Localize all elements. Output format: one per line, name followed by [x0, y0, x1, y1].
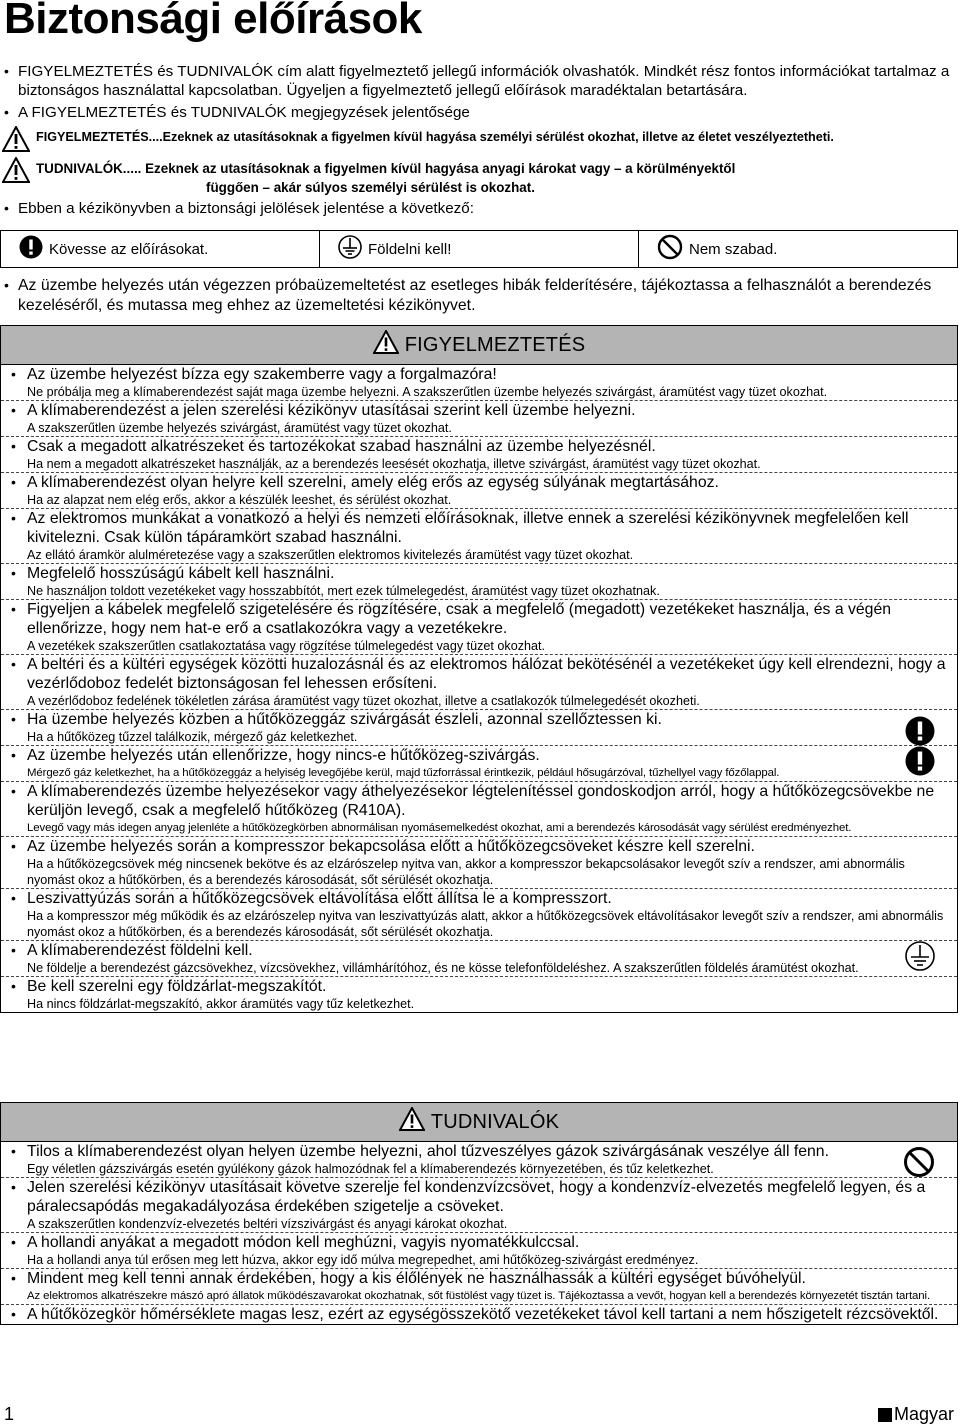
after-install-note	[0, 276, 960, 315]
warning-item-main: • Az üzembe helyezés után ellenőrizze, hogy nincs-e hűtőközeg-szivárgás.	[27, 746, 951, 765]
warning-item-main: • Csak a megadott alkatrészeket és tartozékokat szabad használni az üzembe helyezésnél.	[27, 437, 951, 456]
symbol-forbidden	[638, 231, 957, 267]
warning-item	[1, 940, 957, 976]
symbol-follow-label: Kövesse az előírásokat.	[49, 240, 209, 258]
symbol-ground-label: Földelni kell!	[368, 240, 452, 258]
caution-meaning-line	[0, 159, 960, 178]
warning-item-detail: Ha nincs földzárlat-megszakító, akkor áramütés vagy tűz keletkezhet.	[27, 997, 415, 1011]
warning-item	[1, 599, 957, 654]
caution-item-detail: Az elektromos alkatrészekre mászó apró állatok működészavarokat okozhatnak, sőt füstölést vagy tüzet is. Tájékoztassa a vevőt, hogyan kell a berendezés környezetét tisztán tartani.	[27, 1290, 931, 1302]
warning-item-detail: Ne földelje a berendezést gázcsövekhez, vízcsövekhez, villámhárítóhoz, és ne kösse telefonföldeléshez. A szakszerűtlen földelés áramütést okozhat.	[27, 961, 859, 975]
caution-header-triangle-icon	[399, 1107, 425, 1137]
warning-section-header	[1, 326, 957, 365]
warning-item	[1, 436, 957, 472]
language-text: Magyar	[893, 1404, 954, 1424]
warning-item	[1, 976, 957, 1012]
warning-item-detail: Mérgező gáz keletkezhet, ha a hűtőközeggáz a helyiség levegőjébe kerül, majd tűzforrással érintkezik, például hősugárzóval, tűzhellyel vagy főzőlappal.	[27, 767, 780, 779]
warning-item-main: • Figyeljen a kábelek megfelelő szigetelésére és rögzítésére, csak a megfelelő (megadott) vezetékeket használja, és a végén ellenőrizze, hogy nem hat-e erő a csatlakozókra vagy a vezetékekre.	[27, 600, 951, 638]
caution-item-main: • A hollandi anyákat a megadott módon kell meghúzni, vagyis nyomatékkulccsal.	[27, 1233, 951, 1252]
warning-item-detail: Ha a hűtőközegcsövek még nincsenek bekötve és az elzárószelep nyitva van, akkor a kompresszor bekapcsolásakor levegőt szív a rendszer, ami abnormális nyomást okoz a hűtőkörben, és a berendezés károsodását, sőt sérülését okozhatja.	[27, 857, 905, 887]
warning-item-main: • A klímaberendezést a jelen szerelési kézikönyv utasításai szerint kell üzembe helyezni.	[27, 401, 951, 420]
warning-item	[1, 888, 957, 940]
warning-item	[1, 654, 957, 709]
warning-item-main: • Ha üzembe helyezés közben a hűtőközeggáz szivárgását észleli, azonnal szellőztessen ki.	[27, 710, 951, 729]
caution-section-title: TUDNIVALÓK	[430, 1110, 560, 1133]
warning-item-detail: A vezetékek szakszerűtlen csatlakoztatása vagy rögzítése túlmelegedést vagy tüzet okozhat.	[27, 639, 546, 653]
caution-item	[1, 1142, 957, 1177]
caution-item	[1, 1177, 957, 1232]
caution-item-main: • Tilos a klímaberendezést olyan helyen üzembe helyezni, ahol tűzveszélyes gázok szivárgásának veszélye áll fenn.	[27, 1142, 951, 1161]
intro-section	[0, 62, 960, 218]
caution-description-cont: függően – akár súlyos személyi sérülést is okozhat.	[206, 180, 535, 195]
caution-item	[1, 1268, 957, 1304]
warning-item-main: • Az üzembe helyezés során a kompresszor bekapcsolása előtt a hűtőközegcsöveket készre kell szerelni.	[27, 837, 951, 856]
language-label	[878, 1404, 954, 1425]
warning-section	[0, 325, 958, 1013]
caution-item-main: • Mindent meg kell tenni annak érdekében, hogy a kis élőlények ne használhassák a kültéri egységet búvóhelyül.	[27, 1269, 951, 1288]
warning-description: ....Ezeknek az utasításoknak a figyelmen kívül hagyása személyi sérülést okozhat, illetve az életet veszélyeztetheti.	[148, 130, 834, 144]
warning-item-list	[1, 365, 957, 1012]
caution-item-detail: Ha a hollandi anya túl erősen meg lett húzva, akkor egy idő múlva megrepedhet, ami hűtőközeg-szivárgást eredményez.	[27, 1253, 699, 1267]
ground-icon	[338, 235, 362, 263]
exclamation-circle-icon	[19, 235, 43, 263]
caution-item-detail: Egy véletlen gázszivárgás esetén gyúlékony gázok halmozódnak fel a klímaberendezés környezetében, és tűz keletkezhet.	[27, 1162, 714, 1176]
page-number: 1	[4, 1404, 15, 1424]
warning-item-detail: Ha a hűtőközeg tűzzel találkozik, mérgező gáz keletkezhet.	[27, 730, 358, 744]
warning-item	[1, 472, 957, 508]
intro-bullet-1: • FIGYELMEZTETÉS és TUDNIVALÓK cím alatt figyelmeztető jellegű információk olvashatók. Mindkét rész fontos információkat tartalmaz a biztonságos használattal kapcsolatban. Ügyeljen a figyelmeztető jellegű előírások maradéktalan betartására.	[0, 62, 960, 100]
warning-item-detail: Ha az alapzat nem elég erős, akkor a készülék leeshet, és sérülést okozhat.	[27, 493, 452, 507]
warning-item-main: • A klímaberendezést olyan helyre kell szerelni, amely elég erős az egység súlyának megtartásához.	[27, 473, 951, 492]
warning-item	[1, 745, 957, 781]
warning-item	[1, 709, 957, 745]
caution-section	[0, 1102, 958, 1325]
exclamation-circle-icon	[905, 746, 935, 781]
caution-item-main: • A hűtőközegkör hőmérséklete magas lesz, ezért az egységösszekötő vezetékeket távol kell tartani a nem hőszigetelt rézcsövektől.	[27, 1305, 951, 1324]
caution-item-main: • Jelen szerelési kézikönyv utasításait követve szerelje fel kondenzvízcsövet, hogy a kondenzvíz-elvezetés megfelelő legyen, és a páralecsapódás megakadályozása érdekében szigetelje a csöveket.	[27, 1178, 951, 1216]
warning-item-main: • Az elektromos munkákat a vonatkozó a helyi és nemzeti előírásoknak, illetve ennek a szerelési kézikönyvnek megfelelően kell kivitelezni. Csak külön tápáramkört szabad használni.	[27, 509, 951, 547]
intro-bullet-2: • A FIGYELMEZTETÉS és TUDNIVALÓK megjegyzések jelentősége	[0, 103, 960, 122]
intro-bullet-3: • Ebben a kézikönyvben a biztonsági jelölések jelentése a következő:	[0, 199, 960, 218]
warning-item	[1, 563, 957, 599]
warning-item-main: • Megfelelő hosszúságú kábelt kell használni.	[27, 564, 951, 583]
prohibited-icon	[657, 234, 683, 264]
warning-item	[1, 400, 957, 436]
warning-meaning-line	[0, 128, 960, 147]
warning-header-triangle-icon	[373, 330, 399, 360]
warning-item-detail: A szakszerűtlen üzembe helyezés szivárgást, áramütést vagy tüzet okozhat.	[27, 421, 452, 435]
warning-item-main: • A klímaberendezés üzembe helyezésekor vagy áthelyezésekor légtelenítéssel gondoskodjon arról, hogy a hűtőközegcsövekbe ne kerüljön levegő, csak a megfelelő hűtőközeg (R410A).	[27, 782, 951, 820]
warning-item-detail: Ne használjon toldott vezetékeket vagy hosszabbítót, mert ezek túlmelegedést, áramütést vagy tüzet okozhatnak.	[27, 584, 660, 598]
warning-item-main: • A beltéri és a kültéri egységek közötti huzalozásnál és az elektromos hálózat bekötésénél a vezetékeket úgy kell elrendezni, hogy a vezérlődoboz fedelét biztonságosan fel lehessen erősíteni.	[27, 655, 951, 693]
caution-description: ..... Ezeknek az utasításoknak a figyelmen kívül hagyása anyagi károkat vagy – a körülményektől	[122, 161, 736, 176]
page-title: Biztonsági előírások	[4, 0, 422, 43]
symbol-follow	[1, 231, 319, 267]
caution-label: TUDNIVALÓK	[36, 161, 123, 176]
square-bullet-icon	[878, 1408, 892, 1422]
warning-item-main: • Leszivattyúzás során a hűtőközegcsövek eltávolítása előtt állítsa le a kompresszort.	[27, 889, 951, 908]
warning-label: FIGYELMEZTETÉS	[36, 130, 149, 144]
warning-item	[1, 365, 957, 400]
symbol-ground	[319, 231, 638, 267]
after-install-text: • Az üzembe helyezés után végezzen próbaüzemeltetést az esetleges hibák felderítésére, tájékoztassa a felhasználót a berendezés kezeléséről, és mutassa meg ehhez az üzemeltetési kézikönyvet.	[0, 276, 960, 315]
warning-item	[1, 508, 957, 563]
warning-item-detail: Az ellátó áramkör alulméretezése vagy a szakszerűtlen elektromos kivitelezés áramütést vagy tüzet okozhat.	[27, 548, 634, 562]
caution-section-header	[1, 1103, 957, 1142]
warning-item-detail: Ne próbálja meg a klímaberendezést saját maga üzembe helyezni. A szakszerűtlen üzembe helyezés szivárgást, áramütést vagy tüzet okozhat.	[27, 385, 828, 399]
caution-item-list	[1, 1142, 957, 1324]
warning-item	[1, 836, 957, 888]
warning-item-detail: Ha nem a megadott alkatrészeket használják, az a berendezés leesését okozhatja, illetve szivárgást, áramütést vagy tüzet okozhat.	[27, 457, 761, 471]
warning-item-detail: Ha a kompresszor még működik és az elzárószelep nyitva van leszivattyúzás alatt, akkor a hűtőközegcsövek eltávolításakor levegőt szív a rendszer, ami abnormális nyomást okoz a hűtőkörben, és a berendezés károsodását, sőt sérülését okozhatja.	[27, 909, 944, 939]
warning-item-main: • A klímaberendezést földelni kell.	[27, 941, 951, 960]
symbol-legend	[0, 230, 958, 268]
ground-icon	[905, 941, 935, 976]
caution-item-detail: A szakszerűtlen kondenzvíz-elvezetés beltéri vízszivárgást és anyagi károkat okozhat.	[27, 1217, 508, 1231]
warning-item-main: • Az üzembe helyezést bízza egy szakemberre vagy a forgalmazóra!	[27, 365, 951, 384]
warning-item-detail: A vezérlődoboz fedelének tökéletlen zárása áramütést vagy tüzet okozhat, illetve a csatlakozók túlmelegedését okozheti.	[27, 694, 700, 708]
warning-item-detail: Levegő vagy más idegen anyag jelenléte a hűtőközegkörben abnormálisan nyomásemelkedést okozhat, ami a berendezés károsodását vagy sérülést eredményezhet.	[27, 822, 852, 834]
warning-item	[1, 781, 957, 836]
warning-item-main: • Be kell szerelni egy földzárlat-megszakítót.	[27, 977, 951, 996]
symbol-forbidden-label: Nem szabad.	[689, 240, 778, 258]
warning-triangle-icon	[2, 126, 30, 158]
caution-item	[1, 1304, 957, 1324]
warning-section-title: FIGYELMEZTETÉS	[404, 333, 586, 356]
caution-item	[1, 1232, 957, 1268]
